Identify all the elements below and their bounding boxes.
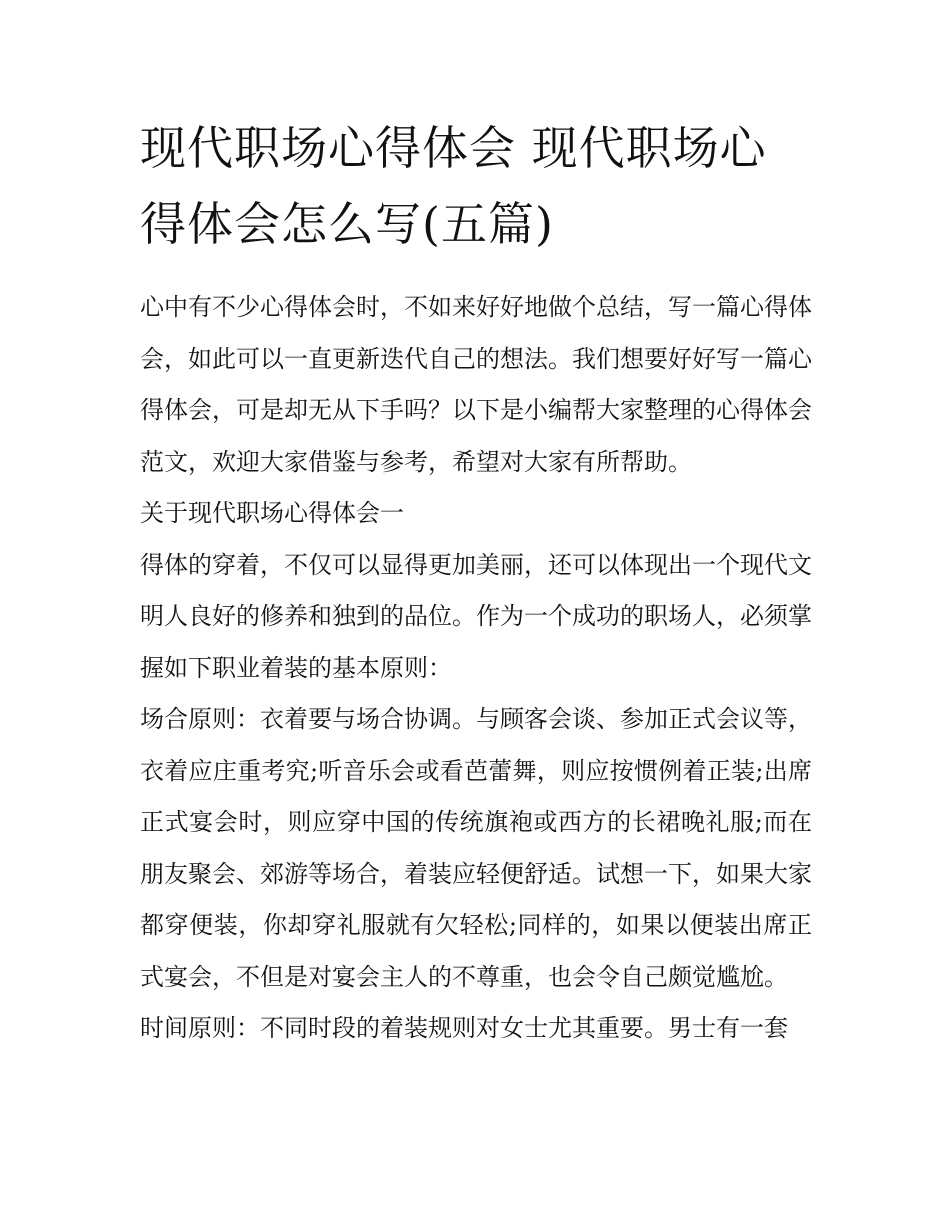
- body-paragraph: 时间原则：不同时段的着装规则对女士尤其重要。男士有一套: [140, 1014, 788, 1042]
- intro-paragraph: 心中有不少心得体会时，不如来好好地做个总结，写一篇心得体会，如此可以一直更新迭代自己的想法。我们想要好好写一篇心得体会，可是却无从下手吗？以下是小编帮大家整理的心得体会范文，欢迎大家借鉴与参考，希望对大家有所帮助。: [140, 293, 812, 476]
- section-heading: 关于现代职场心得体会一: [140, 499, 404, 527]
- body-paragraph: 得体的穿着，不仅可以显得更加美丽，还可以体现出一个现代文明人良好的修养和独到的品位。作为一个成功的职场人，必须掌握如下职业着装的基本原则：: [140, 550, 812, 682]
- body-paragraph: 场合原则：衣着要与场合协调。与顾客会谈、参加正式会议等，衣着应庄重考究;听音乐会或看芭蕾舞，则应按惯例着正装;出席正式宴会时，则应穿中国的传统旗袍或西方的长裙晚礼服;而在朋友聚会、郊游等场合，着装应轻便舒适。试想一下，如果大家都穿便装，你却穿礼服就有欠轻松;同样的，如果以便装出席正式宴会，不但是对宴会主人的不尊重，也会令自己颇觉尴尬。: [140, 705, 812, 991]
- document-page: [140, 110, 812, 1055]
- document-title: 现代职场心得体会 现代职场心得体会怎么写(五篇): [140, 121, 767, 251]
